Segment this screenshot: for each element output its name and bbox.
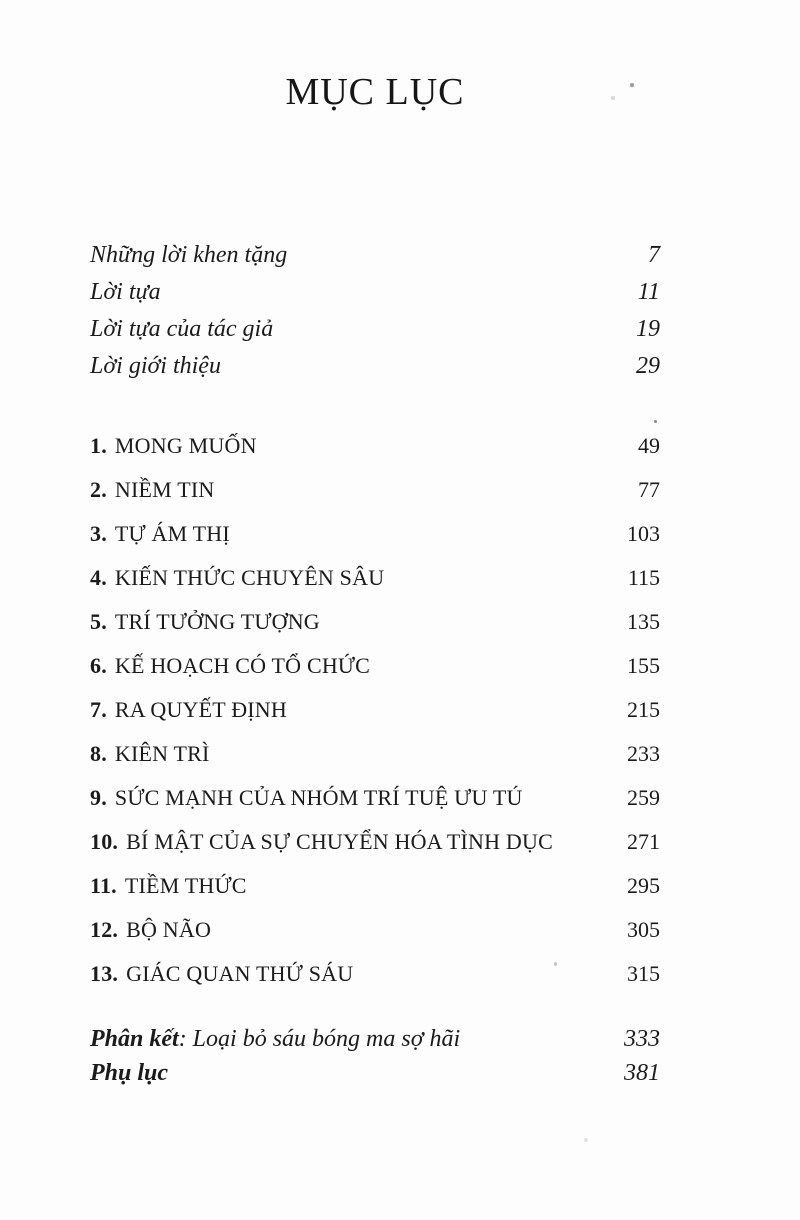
- chapter-title: GIÁC QUAN THỨ SÁU: [126, 960, 354, 986]
- end-matter-label: [90, 1060, 168, 1087]
- chapter-page-number: 233: [627, 740, 660, 766]
- chapter-page-number: 49: [638, 432, 660, 458]
- chapter-number: 12.: [90, 916, 119, 942]
- scan-speckle-dot: [554, 962, 557, 966]
- end-matter-label: [90, 1026, 460, 1053]
- chapter-page-number: 271: [627, 828, 660, 854]
- chapter-label: [90, 477, 214, 503]
- chapter-title: MONG MUỐN: [114, 432, 257, 458]
- chapter-row: [90, 600, 660, 644]
- chapter-number: 3.: [90, 520, 107, 546]
- chapter-number: 4.: [90, 564, 107, 590]
- front-matter-page-number: 19: [636, 315, 660, 342]
- chapter-row: [90, 468, 660, 512]
- chapter-title: RA QUYẾT ĐỊNH: [114, 696, 287, 722]
- end-matter-label-bold: Phụ lục: [90, 1059, 169, 1086]
- chapter-number: 6.: [90, 652, 107, 678]
- chapter-label: [90, 917, 211, 943]
- chapter-number: 11.: [90, 872, 117, 898]
- front-matter-label: Lời tựa của tác giả: [90, 315, 274, 342]
- chapter-label: [90, 873, 247, 899]
- chapter-row: [90, 644, 660, 688]
- chapter-number: 2.: [90, 476, 107, 502]
- chapter-label: [90, 697, 287, 723]
- chapter-row: [90, 512, 660, 556]
- front-matter-row: [90, 279, 660, 316]
- chapter-number: 13.: [90, 960, 119, 986]
- chapter-title: BÍ MẬT CỦA SỰ CHUYỂN HÓA TÌNH DỤC: [126, 828, 553, 854]
- chapter-list: [90, 424, 660, 996]
- chapter-row: [90, 864, 660, 908]
- chapter-title: KIÊN TRÌ: [114, 740, 210, 766]
- scan-speckle-dot: [611, 96, 615, 100]
- chapter-title: KẾ HOẠCH CÓ TỔ CHỨC: [114, 652, 371, 678]
- chapter-row: [90, 776, 660, 820]
- end-matter-page-number: 333: [624, 1025, 660, 1052]
- scan-speckle-dot: [630, 83, 634, 87]
- chapter-title: SỨC MẠNH CỦA NHÓM TRÍ TUỆ ƯU TÚ: [114, 784, 523, 810]
- chapter-number: 5.: [90, 608, 107, 634]
- chapter-title: TIỀM THỨC: [124, 872, 247, 898]
- chapter-label: [90, 433, 257, 459]
- chapter-label: [90, 653, 370, 679]
- front-matter-section: [90, 242, 660, 390]
- chapter-row: [90, 424, 660, 468]
- chapter-label: [90, 741, 210, 767]
- front-matter-row: [90, 242, 660, 279]
- chapter-number: 8.: [90, 740, 107, 766]
- chapter-label: [90, 565, 384, 591]
- chapter-page-number: 103: [627, 520, 660, 546]
- chapter-page-number: 115: [627, 564, 660, 590]
- chapter-page-number: 315: [627, 960, 660, 986]
- chapter-title: NIỀM TIN: [114, 476, 215, 502]
- chapter-title: TRÍ TƯỞNG TƯỢNG: [114, 608, 320, 634]
- front-matter-page-number: 11: [637, 278, 660, 305]
- chapter-number: 7.: [90, 696, 107, 722]
- chapter-label: [90, 785, 523, 811]
- scan-speckle-dot: [654, 420, 657, 423]
- front-matter-row: [90, 316, 660, 353]
- end-matter-label-bold: Phân kết: [90, 1025, 179, 1052]
- chapter-page-number: 259: [627, 784, 660, 810]
- chapter-page-number: 155: [627, 652, 660, 678]
- front-matter-page-number: 7: [648, 241, 660, 268]
- chapter-row: [90, 952, 660, 996]
- chapter-title: TỰ ÁM THỊ: [114, 520, 230, 546]
- front-matter-page-number: 29: [636, 352, 660, 379]
- end-matter-page-number: 381: [624, 1059, 660, 1086]
- front-matter-label: Lời tựa: [90, 278, 161, 305]
- chapter-number: 1.: [90, 432, 107, 458]
- page-title: MỤC LỤC: [285, 71, 465, 113]
- chapter-row: [90, 908, 660, 952]
- chapter-label: [90, 609, 320, 635]
- chapter-page-number: 295: [627, 872, 660, 898]
- end-matter-row: [90, 1026, 660, 1060]
- toc-content: [90, 0, 660, 1094]
- chapter-title: BỘ NÃO: [126, 916, 212, 942]
- chapter-label: [90, 829, 553, 855]
- chapter-label: [90, 521, 230, 547]
- chapter-page-number: 305: [627, 916, 660, 942]
- chapter-page-number: 215: [627, 696, 660, 722]
- end-matter-label-rest: : Loại bỏ sáu bóng ma sợ hãi: [178, 1025, 461, 1052]
- chapter-label: [90, 961, 353, 987]
- chapter-number: 10.: [90, 828, 119, 854]
- front-matter-label: Những lời khen tặng: [90, 241, 288, 268]
- chapter-row: [90, 732, 660, 776]
- chapter-row: [90, 688, 660, 732]
- chapter-row: [90, 556, 660, 600]
- chapter-page-number: 77: [638, 476, 660, 502]
- chapter-page-number: 135: [627, 608, 660, 634]
- front-matter-label: Lời giới thiệu: [90, 352, 221, 379]
- end-matter-section: [90, 1026, 660, 1094]
- chapter-number: 9.: [90, 784, 107, 810]
- scan-speckle-dot: [584, 1138, 588, 1142]
- end-matter-row: [90, 1060, 660, 1094]
- chapter-row: [90, 820, 660, 864]
- front-matter-row: [90, 353, 660, 390]
- chapter-title: KIẾN THỨC CHUYÊN SÂU: [114, 564, 385, 590]
